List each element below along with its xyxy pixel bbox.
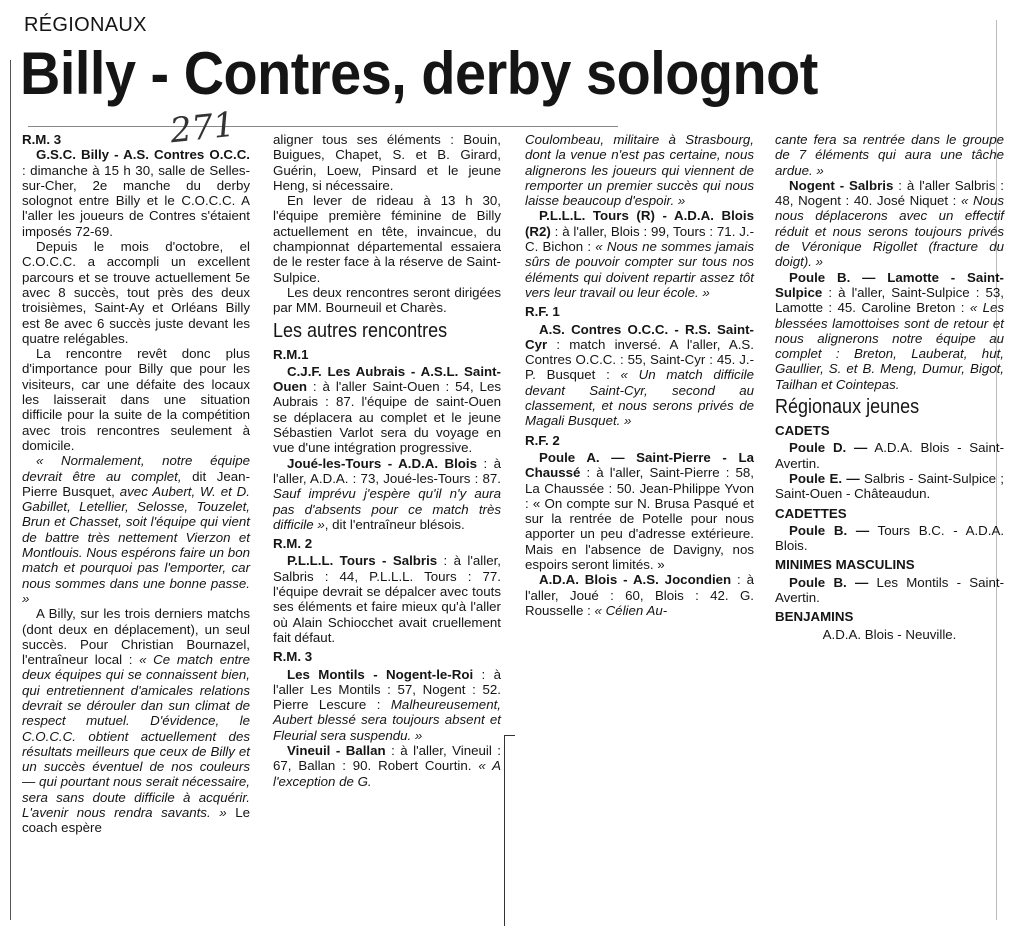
match-paragraph (525, 208, 754, 300)
section-kicker: RÉGIONAUX (24, 14, 147, 36)
handwritten-note: 271 (168, 104, 237, 152)
body-paragraph (22, 606, 250, 835)
match-details: : à l'aller, Saint-Sulpice : 53, Lamotte : 45. Caroline Breton : (775, 284, 1004, 316)
body-paragraph: Depuis le mois d'octobre, el C.O.C.C. a accompli un excellent parcours et se trouve actuellement 5e avec 8 succès, tout près des deux troisièmes, Saint-Ay et Orléans Billy est 8e avec 6 succès juste devant les quatre relégables. (22, 239, 250, 346)
fixture-line (775, 440, 1004, 471)
section-heading: Les autres rencontres (273, 319, 448, 342)
match-paragraph (273, 364, 501, 456)
body-text: A Billy, sur les trois derniers matchs (dont deux en déplacement), un seul succès. Pour Christian Bournazel, l'entraîneur local : (22, 606, 250, 668)
article-column-3 (525, 132, 754, 618)
attribution: , dit l'entraîneur blésois. (324, 516, 465, 532)
article-column-1 (22, 132, 250, 836)
quote-paragraph (525, 132, 754, 208)
match-details: : à l'aller Saint-Ouen : 54, Les Aubrais : 87. l'équipe de saint-Ouen se déplacera au complet et le jeune Sébastien Varlot sera du voyage en vue d'une intégration progressive. (273, 379, 501, 456)
pool-label: Poule B. — (789, 574, 869, 590)
match-paragraph (273, 553, 501, 645)
quote-text: avec Aubert, W. et D. Gabillet, Letellier, Selosse, Touzelet, Brun et Chasset, soit l'équipe qui vient de battre très nettement Vierzon et Montlouis. Nous espérons faire un bon match et pourquoi pas l'emporter, car nous sommes dans une bonne passe. » (22, 483, 250, 606)
quote-text: Malheureusement, Aubert blessé sera toujours absent et Fleurial sera suspendu. » (273, 697, 501, 743)
quote-text: « Un match difficile devant Saint-Cyr, second au classement, et nous serons privés de Magali Busquet. » (525, 367, 754, 429)
quote-text: Coulombeau, militaire à Strasbourg, dont la venue n'est pas certaine, nous alignerons les joueurs qui viennent de remporter un premier succès qui nous laisse beaucoup d'espoir. » (525, 132, 754, 209)
match-teams: C.J.F. Les Aubrais - A.S.L. Saint-Ouen (273, 363, 501, 395)
match-details: : à l'aller, Joué : 60, Blois : 42. G. Rousselle : (525, 572, 754, 618)
pool-label: Poule D. — (789, 440, 868, 456)
match-teams: A.S. Contres O.C.C. - R.S. Saint-Cyr (525, 321, 754, 352)
match-details: : à l'aller, Salbris : 44, P.L.L.L. Tours : 77. l'équipe devrait se dépalcer avec touts ses éléments et faire mieux qu'à l'aller où Alain Schiocchet avait cruellement fait défaut. (273, 553, 501, 645)
attribution: dit Jean-Pierre Busquet, (22, 468, 250, 499)
page-title: Billy - Contres, derby solognot (20, 40, 818, 107)
match-teams: Nogent - Salbris (789, 177, 894, 193)
category-heading: CADETS (775, 423, 830, 439)
fixture-line (775, 575, 1004, 606)
match-details: : à l'aller, Vineuil : 67, Ballan : 90. Robert Courtin. (273, 742, 501, 774)
match-details: : à l'aller, Blois : 99, Tours : 71. J.-C. Bichon : (525, 223, 754, 255)
fixture-text: A.D.A. Blois - Saint-Avertin. (775, 440, 1005, 471)
division-heading: R.F. 1 (525, 304, 560, 320)
division-heading: R.M. 3 (22, 132, 62, 147)
left-margin-rule (10, 60, 11, 920)
quote-text: Sauf imprévu j'espère qu'il n'y aura pas d'absents pour ce match très difficile » (273, 486, 501, 532)
quote-text: « Normalement, notre équipe devrait être au complet, (22, 453, 250, 484)
category-heading: CADETTES (775, 505, 847, 521)
match-details: : match inversé. A l'aller, A.S. Contres O.C.C. : 55, Saint-Cyr : 45. J.-P. Busquet : (525, 336, 754, 383)
match-paragraph (525, 450, 754, 572)
match-teams: Les Montils - Nogent-le-Roi (287, 666, 474, 682)
match-paragraph (273, 456, 501, 532)
category-heading: BENJAMINS (775, 609, 854, 625)
match-teams: Poule B. — Lamotte - Saint-Sulpice (775, 269, 1004, 300)
pool-label: Poule E. — (789, 470, 860, 486)
column-bracket-mark (504, 735, 515, 926)
match-details: : à l'aller, A.D.A. : 73, Joué-les-Tours : 87. (273, 455, 501, 486)
match-paragraph (525, 322, 754, 429)
quote-text: « A l'exception de G. (273, 758, 502, 789)
fixture-line (775, 471, 1004, 502)
match-paragraph (525, 572, 754, 618)
category-heading: MINIMES MASCULINS (775, 557, 915, 573)
body-text: Le coach espère (22, 805, 250, 836)
quote-text: « Célien Au- (594, 602, 668, 618)
division-heading: R.M.1 (273, 346, 309, 362)
body-paragraph: aligner tous ses éléments : Bouin, Buigues, Chapet, S. et B. Girard, Guérin, Loew, Pinsard et le jeune Heng, si nécessaire. (273, 132, 501, 193)
match-details: : à l'aller, Saint-Pierre : 58, La Chaussée : 50. Jean-Philippe Yvon : « On compte sur N. Brusa Pasqué et sur la rentrée de Potelle pour nous apporter un peu d'adresse extérieure. Mais en l'absence de Davigny, nos espoirs seront limités. » (525, 465, 754, 573)
article-column-2 (273, 132, 501, 789)
fixture-line: A.D.A. Blois - Neuville. (822, 626, 957, 642)
match-paragraph (273, 667, 501, 743)
fixture-text: Tours B.C. - A.D.A. Blois. (775, 522, 1005, 554)
match-teams: P.L.L.L. Tours - Salbris (287, 553, 438, 569)
pool-label: Poule B. — (789, 522, 870, 538)
match-teams: A.D.A. Blois - A.S. Jocondien (539, 572, 732, 588)
header-rule (28, 126, 618, 127)
division-heading: R.M. 3 (273, 649, 313, 665)
division-heading: R.F. 2 (525, 432, 560, 448)
body-paragraph: En lever de rideau à 13 h 30, l'équipe première féminine de Billy actuellement en tête, invaincue, du championnat départemental essaiera de le rester face à la réserve de Saint-Sulpice. (273, 193, 501, 285)
fixture-text: Salbris - Saint-Sulpice ; Saint-Ouen - Châteaudun. (775, 470, 1004, 502)
fixture-text: Les Montils - Saint-Avertin. (775, 574, 1005, 606)
match-teams: Vineuil - Ballan (287, 742, 386, 758)
match-details: : à l'aller Salbris : 48, Nogent : 40. José Niquet : (775, 177, 1004, 209)
match-paragraph (775, 178, 1004, 270)
division-heading: R.M. 2 (273, 536, 313, 552)
quote-paragraph (22, 453, 250, 606)
match-teams: P.L.L.L. Tours (R) - A.D.A. Blois (R2) (525, 208, 754, 239)
match-paragraph (22, 147, 250, 239)
match-teams: G.S.C. Billy - A.S. Contres O.C.C. (36, 147, 250, 163)
match-details: : dimanche à 15 h 30, salle de Selles-sur-Cher, 2e manche du derby solognot entre Billy et le C.O.C.C. A l'aller les joueurs de Contres s'étaient imposés 72-69. (22, 162, 250, 239)
match-teams: Joué-les-Tours - A.D.A. Blois (287, 455, 478, 471)
match-paragraph (273, 743, 501, 789)
article-column-4 (775, 132, 1004, 642)
section-heading: Régionaux jeunes (775, 396, 920, 419)
quote-paragraph (775, 132, 1004, 178)
quote-text: « Les blessées lamottoises sont de retour et nous alignerons notre équipe au complet : Breton, Lauberat, hut, Gaullier, S. et B. Meng, Dumur, Bigot, Tailhan et Cointepas. (775, 300, 1005, 392)
quote-text: « Ce match entre deux équipes qui se connaissent bien, qui entretiennent d'amicales relations devrait se dérouler dan sun climat de respect mutuel. D'évidence, le C.O.C.C. obtient actuellement des résultats meilleurs que ceux de Billy et un succès éventuel de nos couleurs — qui pourtant nous serait nécessaire, sera sans doute difficile à acquérir. L'avenir nous rendra savants. » (22, 652, 251, 821)
quote-text: « Nous nous déplacerons avec un effectif réduit et nous serons toujours privés de Véronique Rigollet (fracture du doigt). » (775, 193, 1004, 270)
quote-text: « Nous ne sommes jamais sûrs de pouvoir compter sur tous nos éléments qui doivent repartir assez tôt vers leur travail ou leur école. » (525, 239, 755, 300)
match-teams: Poule A. — Saint-Pierre - La Chaussé (525, 449, 754, 481)
match-paragraph (775, 270, 1004, 392)
quote-text: cante fera sa rentrée dans le groupe de 7 éléments qui aura une tâche ardue. » (775, 132, 1004, 178)
fixture-line (775, 523, 1004, 554)
body-paragraph: Les deux rencontres seront dirigées par MM. Bourneuil et Charès. (273, 284, 501, 316)
body-paragraph: La rencontre revêt donc plus d'importance pour Billy que pour les visiteurs, car une défaite des locaux les laisserait dans une situation difficile pour la suite de la compétition avec trois rencontres seulement à domicile. (22, 346, 250, 453)
match-details: : à l'aller Les Montils : 57, Nogent : 52. Pierre Lescure : (273, 666, 501, 713)
